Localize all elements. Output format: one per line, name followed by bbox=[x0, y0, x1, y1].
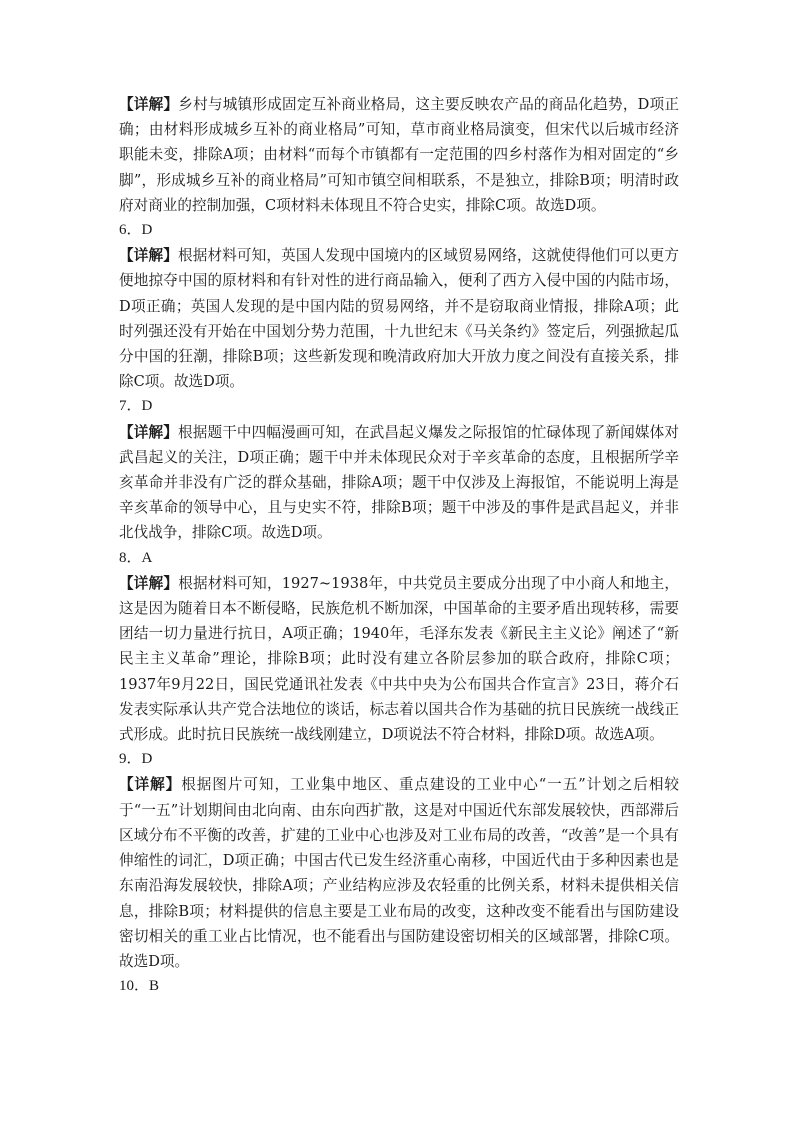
question-answer: 8．A bbox=[119, 549, 153, 566]
question-answer: 6．D bbox=[119, 222, 153, 239]
detail-tag: 【详解】 bbox=[119, 247, 178, 265]
explanation-paragraph bbox=[119, 772, 679, 974]
explanation-paragraph bbox=[119, 571, 679, 747]
explanation-text: 根据材料可知，英国人发现中国境内的区域贸易网络，这就使得他们可以更方便地掠夺中国的原材料和有针对性的进行商品输入，便利了西方入侵中国的内陆市场，D项正确；英国人发现的是中国内陆的贸易网络，并不是窃取商业情报，排除A项；此时列强还没有开始在中国划分势力范围，十九世纪末《马关条约》签定后，列强掀起瓜分中国的狂潮，排除B项；这些新发现和晚清政府加大开放力度之间没有直接关系，排除C项。故选D项。 bbox=[119, 247, 679, 391]
answer-explanations bbox=[119, 92, 679, 999]
detail-tag: 【详解】 bbox=[119, 96, 179, 113]
explanation-paragraph bbox=[119, 243, 679, 394]
explanation-text: 根据图片可知，工业集中地区、重点建设的工业中心“一五”计划之后相较于“一五”计划期间由北向南、由东向西扩散，这是对中国近代东部发展较快，西部滞后区域分布不平衡的改善，扩建的工业中心也涉及对工业布局的改善，“改善”是一个具有伸缩性的词汇，D项正确；中国古代已发生经济重心南移，中国近代由于多种因素也是东南沿海发展较快，排除A项；产业结构应涉及农轻重的比例关系，材料未提供相关信息，排除B项；材料提供的信息主要是工业布局的改变，这种改变不能看出与国防建设密切相关的重工业占比情况，也不能看出与国防建设密切相关的区域部署，排除C项。故选D项。 bbox=[119, 776, 679, 970]
question-answer: 10．B bbox=[119, 978, 160, 995]
question-answer: 7．D bbox=[119, 398, 153, 415]
question-answer: 9．D bbox=[119, 751, 153, 768]
explanation-text: 乡村与城镇形成固定互补商业格局，这主要反映农产品的商品化趋势，D项正确；由材料形成城乡互补的商业格局”可知，草市商业格局演变，但宋代以后城市经济职能未变，排除A项；由材料“而每个市镇都有一定范围的四乡村落作为相对固定的“乡脚”，形成城乡互补的商业格局”可知市镇空间相联系，不是独立，排除B项；明清时政府对商业的控制加强，C项材料未体现且不符合史实，排除C项。故选D项。 bbox=[119, 96, 679, 214]
detail-tag: 【详解】 bbox=[119, 776, 182, 794]
detail-tag: 【详解】 bbox=[119, 423, 178, 441]
explanation-paragraph bbox=[119, 420, 679, 546]
explanation-text: 根据题干中四幅漫画可知，在武昌起义爆发之际报馆的忙碌体现了新闻媒体对武昌起义的关注，D项正确；题干中并未体现民众对于辛亥革命的态度，且根据所学辛亥革命并非没有广泛的群众基础，排除A项；题干中仅涉及上海报馆，不能说明上海是辛亥革命的领导中心，且与史实不符，排除B项；题干中涉及的事件是武昌起义，并非北伐战争，排除C项。故选D项。 bbox=[119, 423, 679, 542]
detail-tag: 【详解】 bbox=[119, 574, 179, 592]
explanation-paragraph bbox=[119, 92, 679, 218]
explanation-text: 根据材料可知，1927~1938年，中共党员主要成分出现了中小商人和地主，这是因为随着日本不断侵略，民族危机不断加深，中国革命的主要矛盾出现转移，需要团结一切力量进行抗日，A项正确；1940年，毛泽东发表《新民主主义论》阐述了“新民主主义革命”理论，排除B项；此时没有建立各阶层参加的联合政府，排除C项；1937年9月22日，国民党通讯社发表《中共中央为公布国共合作宣言》23日，蒋介石发表实际承认共产党合法地位的谈话，标志着以国共合作为基础的抗日民族统一战线正式形成。此时抗日民族统一战线刚建立，D项说法不符合材料，排除D项。故选A项。 bbox=[119, 574, 679, 744]
